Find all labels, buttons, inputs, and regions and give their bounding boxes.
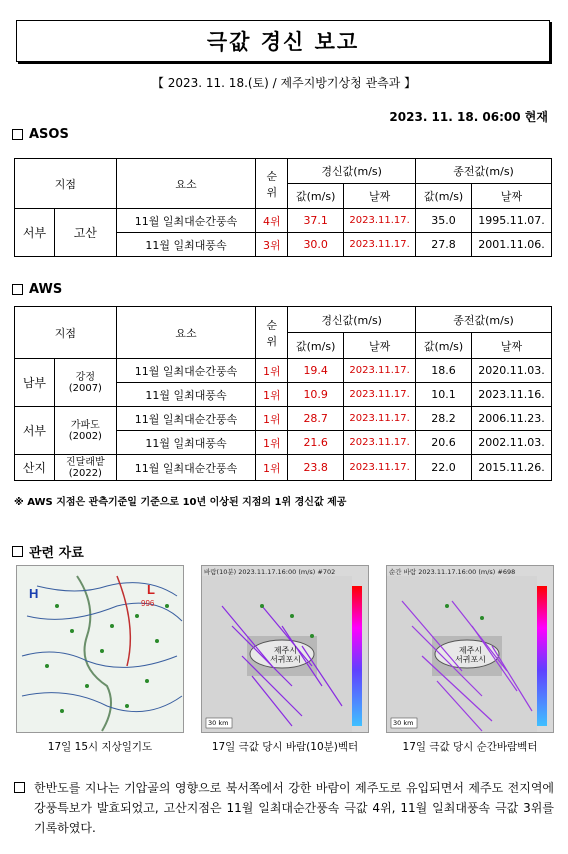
new-value-cell: 28.7: [288, 407, 344, 431]
old-value-cell: 10.1: [416, 383, 472, 407]
image-caption: 17일 극값 당시 바람(10분)벡터: [211, 741, 359, 753]
header-rank: 순 위: [256, 307, 288, 359]
rank-cell: 1위: [256, 431, 288, 455]
new-date-cell: 2023.11.17.: [344, 359, 416, 383]
svg-text:L: L: [147, 582, 155, 597]
rank-cell: 1위: [256, 407, 288, 431]
new-value-cell: 21.6: [288, 431, 344, 455]
rank-cell: 1위: [256, 383, 288, 407]
header-date: 날짜: [472, 184, 552, 209]
old-value-cell: 27.8: [416, 233, 472, 257]
table-row: [15, 407, 552, 431]
gust-vector-map: 순간 바람 2023.11.17.16:00 (m/s) #698 제주시 서귀포시 30 km: [386, 565, 554, 733]
rank-cell: 1위: [256, 359, 288, 383]
element-cell: 11월 일최대순간풍속: [116, 455, 256, 481]
old-value-cell: 22.0: [416, 455, 472, 481]
station-cell: 진달래밭 (2022): [54, 455, 116, 481]
station-cell: 가파도 (2002): [54, 407, 116, 455]
region-cell: 남부: [15, 359, 55, 407]
region-cell: 서부: [15, 407, 55, 455]
report-subtitle: 【 2023. 11. 18.(토) / 제주지방기상청 관측과 】: [151, 76, 417, 90]
aws-heading: AWS: [12, 282, 62, 297]
aws-footnote: ※ AWS 지점은 관측기준일 기준으로 10년 이상된 지점의 1위 경신값 제공: [14, 497, 347, 508]
element-cell: 11월 일최대순간풍속: [116, 359, 256, 383]
region-cell: 산지: [15, 455, 55, 481]
rank-cell: 1위: [256, 455, 288, 481]
new-value-cell: 23.8: [288, 455, 344, 481]
checkbox-square-icon: [12, 284, 23, 295]
new-date-cell: 2023.11.17.: [344, 383, 416, 407]
header-new-value: 경신값(m/s): [288, 159, 416, 184]
svg-text:996: 996: [141, 599, 155, 608]
scale-label: 30 km: [393, 719, 414, 727]
element-cell: 11월 일최대풍속: [116, 383, 256, 407]
related-images: [16, 565, 556, 735]
wind-vector-map: 바람(10분) 2023.11.17.16:00 (m/s) #702 제주시 서귀포시 30 km: [201, 565, 369, 733]
new-date-cell: 2023.11.17.: [344, 233, 416, 257]
city-label: 서귀포시: [455, 655, 486, 664]
header-element: 요소: [116, 307, 256, 359]
report-title: 극값 경신 보고: [206, 30, 360, 54]
new-date-cell: 2023.11.17.: [344, 455, 416, 481]
header-value: 값(m/s): [288, 333, 344, 359]
new-date-cell: 2023.11.17.: [344, 431, 416, 455]
header-rank: 순 위: [256, 159, 288, 209]
header-new-value: 경신값(m/s): [288, 307, 416, 333]
rank-cell: 3위: [256, 233, 288, 257]
scale-label: 30 km: [208, 719, 229, 727]
element-cell: 11월 일최대순간풍속: [116, 407, 256, 431]
old-date-cell: 2002.11.03.: [471, 431, 551, 455]
report-title-box: [16, 20, 550, 62]
weather-map-svg: [17, 566, 184, 733]
weather-map-image: [16, 565, 184, 733]
new-value-cell: 19.4: [288, 359, 344, 383]
new-date-cell: 2023.11.17.: [344, 209, 416, 233]
station-cell: 고산: [54, 209, 116, 257]
related-heading: 관련 자료: [12, 542, 84, 561]
new-value-cell: 37.1: [288, 209, 344, 233]
old-value-cell: 28.2: [416, 407, 472, 431]
new-date-cell: 2023.11.17.: [344, 407, 416, 431]
old-date-cell: 2001.11.06.: [472, 233, 552, 257]
element-cell: 11월 일최대풍속: [116, 431, 256, 455]
header-value: 값(m/s): [416, 333, 472, 359]
old-date-cell: 2020.11.03.: [471, 359, 551, 383]
element-cell: 11월 일최대순간풍속: [116, 209, 256, 233]
asos-heading: ASOS: [12, 127, 69, 142]
checkbox-square-icon: [12, 129, 23, 140]
summary-text: 한반도를 지나는 기압골의 영향으로 북서쪽에서 강한 바람이 제주도로 유입되면서 제주도 전지역에 강풍특보가 발효되었고, 고산지점은 11월 일최대순간풍속 극값 4위, 11월 일최대풍속 극값 3위를 기록하였다.: [34, 781, 554, 835]
old-value-cell: 20.6: [416, 431, 472, 455]
header-date: 날짜: [471, 333, 551, 359]
old-date-cell: 2006.11.23.: [471, 407, 551, 431]
checkbox-square-icon: [14, 782, 25, 793]
old-date-cell: 2015.11.26.: [471, 455, 551, 481]
region-cell: 서부: [15, 209, 55, 257]
old-date-cell: 2023.11.16.: [471, 383, 551, 407]
summary-block: [14, 778, 554, 838]
old-value-cell: 35.0: [416, 209, 472, 233]
city-label: 제주시: [458, 646, 483, 655]
header-value: 값(m/s): [416, 184, 472, 209]
header-station: 지점: [15, 159, 117, 209]
city-label: 서귀포시: [270, 655, 301, 664]
image-caption: 17일 15시 지상일기도: [47, 741, 153, 753]
table-row: [15, 359, 552, 383]
report-time: 2023. 11. 18. 06:00 현재: [389, 110, 548, 124]
header-date: 날짜: [344, 184, 416, 209]
asos-table: [14, 158, 552, 257]
new-value-cell: 30.0: [288, 233, 344, 257]
element-cell: 11월 일최대풍속: [116, 233, 256, 257]
old-value-cell: 18.6: [416, 359, 472, 383]
station-cell: 강정 (2007): [54, 359, 116, 407]
new-value-cell: 10.9: [288, 383, 344, 407]
table-row: [15, 209, 552, 233]
old-date-cell: 1995.11.07.: [472, 209, 552, 233]
image-caption: 17일 극값 당시 순간바람벡터: [402, 741, 538, 753]
header-station: 지점: [15, 307, 117, 359]
city-label: 제주시: [273, 646, 298, 655]
aws-table: [14, 306, 552, 481]
header-element: 요소: [116, 159, 256, 209]
checkbox-square-icon: [12, 546, 23, 557]
header-old-value: 종전값(m/s): [416, 159, 552, 184]
rank-cell: 4위: [256, 209, 288, 233]
table-row: [15, 455, 552, 481]
header-value: 값(m/s): [288, 184, 344, 209]
header-old-value: 종전값(m/s): [416, 307, 552, 333]
header-date: 날짜: [344, 333, 416, 359]
svg-text:H: H: [29, 586, 39, 601]
